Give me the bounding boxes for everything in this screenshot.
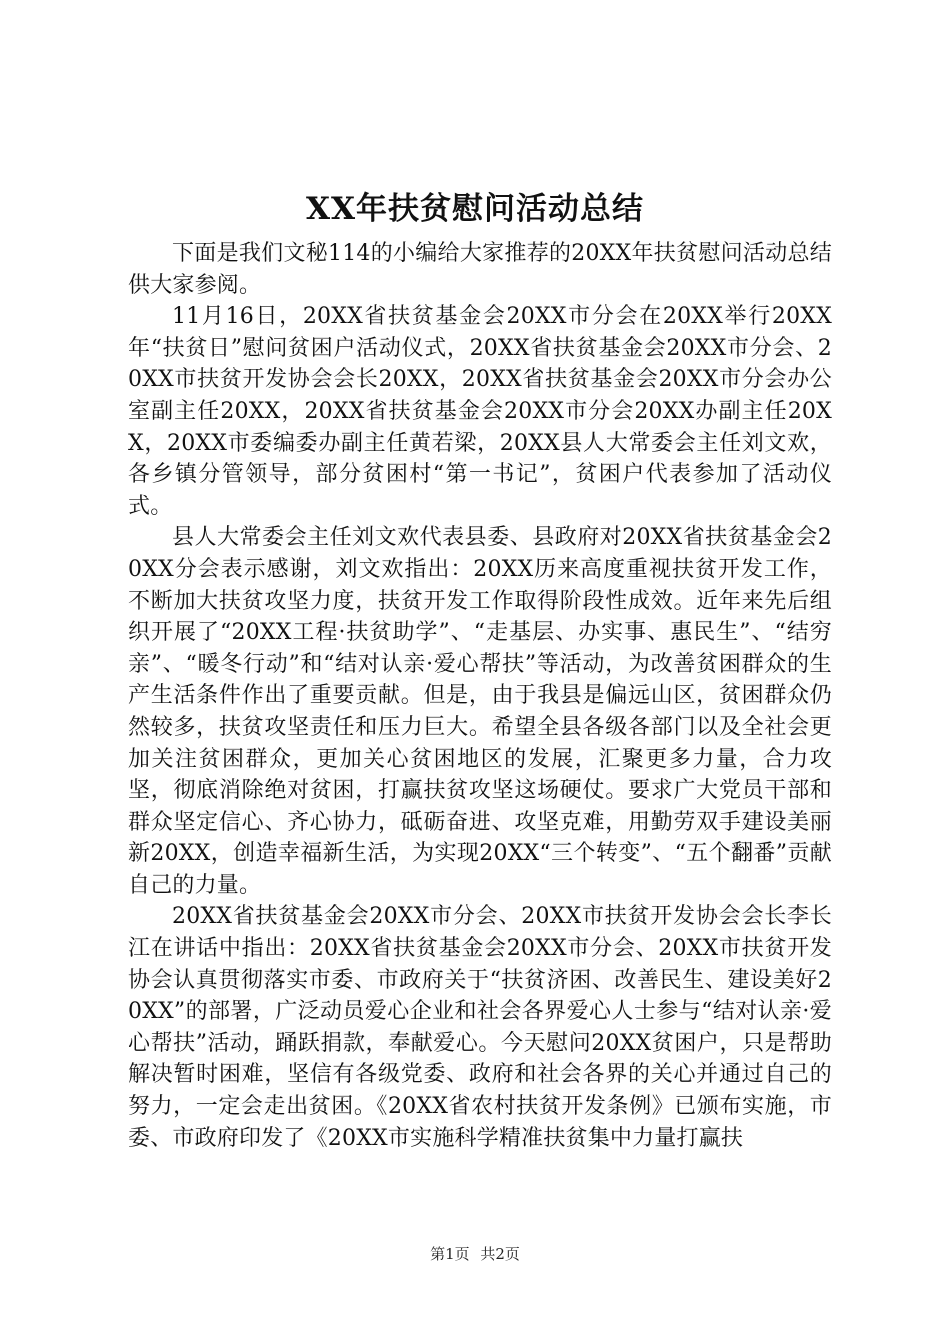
page-footer	[0, 1244, 950, 1264]
document-body	[128, 238, 832, 1154]
document-title: XX年扶贫慰问活动总结	[305, 191, 645, 227]
paragraph-county-speech: 县人大常委会主任刘文欢代表县委、县政府对20XX省扶贫基金会20XX分会表示感谢，刘文欢指出：20XX历来高度重视扶贫开发工作，不断加大扶贫攻坚力度，扶贫开发工作取得阶段性成效。近年来先后组织开展了“20XX工程·扶贫助学”、“走基层、办实事、惠民生”、“结穷亲”、“暖冬行动”和“结对认亲·爱心帮扶”等活动，为改善贫困群众的生产生活条件作出了重要贡献。但是，由于我县是偏远山区，贫困群众仍然较多，扶贫攻坚责任和压力巨大。希望全县各级各部门以及全社会更加关注贫困群众，更加关心贫困地区的发展，汇聚更多力量，合力攻坚，彻底消除绝对贫困，打赢扶贫攻坚这场硬仗。要求广大党员干部和群众坚定信心、齐心协力，砥砺奋进、攻坚克难，用勤劳双手建设美丽新20XX，创造幸福新生活，为实现20XX“三个转变”、“五个翻番”贡献自己的力量。	[128, 525, 832, 898]
page-number-current: 第1页	[430, 1245, 470, 1263]
page-number-total: 共2页	[480, 1245, 520, 1263]
paragraph-event: 11月16日，20XX省扶贫基金会20XX市分会在20XX举行20XX年“扶贫日”慰问贫困户活动仪式，20XX省扶贫基金会20XX市分会、20XX市扶贫开发协会会长20XX，20XX省扶贫基金会20XX市分会办公室副主任20XX，20XX省扶贫基金会20XX市分会20XX办副主任20XX，20XX市委编委办副主任黄若梁，20XX县人大常委会主任刘文欢，各乡镇分管领导，部分贫困村“第一书记”，贫困户代表参加了活动仪式。	[128, 304, 832, 519]
paragraph-foundation-speech: 20XX省扶贫基金会20XX市分会、20XX市扶贫开发协会会长李长江在讲话中指出：20XX省扶贫基金会20XX市分会、20XX市扶贫开发协会认真贯彻落实市委、市政府关于“扶贫济困、改善民生、建设美好20XX”的部署，广泛动员爱心企业和社会各界爱心人士参与“结对认亲·爱心帮扶”活动，踊跃捐款，奉献爱心。今天慰问20XX贫困户，只是帮助解决暂时困难，坚信有各级党委、政府和社会各界的关心并通过自己的努力，一定会走出贫困。《20XX省农村扶贫开发条例》已颁布实施，市委、市政府印发了《20XX市实施科学精准扶贫集中力量打赢扶	[128, 904, 832, 1151]
paragraph-intro: 下面是我们文秘114的小编给大家推荐的20XX年扶贫慰问活动总结供大家参阅。	[128, 241, 832, 298]
